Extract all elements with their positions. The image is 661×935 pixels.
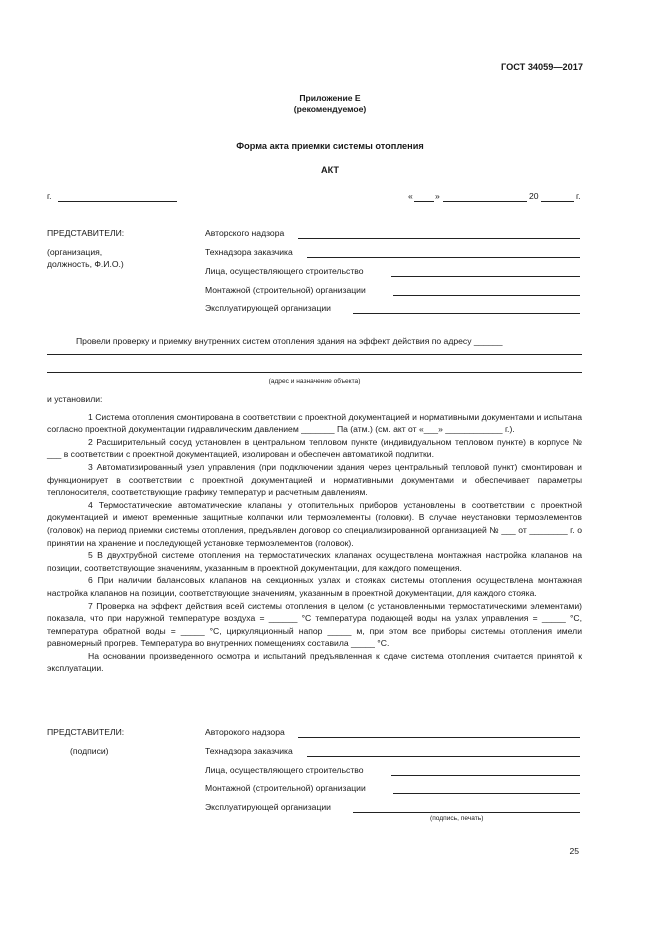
item-2: 2 Расширительный сосуд установлен в центральном тепловом пункте (индивидуальном тепловом пункте) в корпусе № ___ в соответствии с проектной документацией, изолирован и обеспечен автоматикой подпитки.	[47, 436, 582, 460]
date-close-quote: »	[435, 191, 440, 201]
representatives-note-line2: должность, Ф.И.О.)	[47, 259, 124, 269]
role-installation-org: Монтажной (строительной) организации	[205, 285, 366, 295]
date-day-field[interactable]	[414, 201, 434, 202]
item-1: 1 Система отопления смонтирована в соответствии с проектной документацией и нормативными документами и испытана согласно проектной документации гидравлическим давлением _______ Па (атм.) (см. акт от «___» ____________ г.).	[47, 411, 582, 435]
conclusion: На основании произведенного осмотра и испытаний предъявленная к сдаче система отопления считается принятой к эксплуатации.	[47, 650, 582, 674]
item-4: 4 Термостатические автоматические клапаны у отопительных приборов установлены в соответствии с проектной документацией и имеют временные защитные колпачки или термоэлементы (головки). В случае неустановки термоэлементов (головок) на период приемки системы отопления, предъявлен договор со специализированной организацией № ___ от ________ г. о принятии на хранение и последующей установке термоэлементов (головок).	[47, 499, 582, 548]
address-caption: (адрес и назначение объекта)	[268, 378, 361, 385]
role-operating-org: Эксплуатирующей организации	[205, 303, 331, 313]
sign-author-supervision: Авторокого надзора	[205, 727, 285, 737]
inspection-line: Провели проверку и приемку внутренних систем отопления здания на эффект действия по адресу ______	[76, 336, 503, 346]
address-field-2[interactable]	[47, 372, 582, 373]
item-7: 7 Проверка на эффект действия всей системы отопления в целом (с установленными термостатическими элементами) показала, что при наружной температуре воздуха = ______ °С температура подающей воды на узлах управления = _____ °С, температура обратной воды = _____ °С, циркуляционный напор _____ м, при этом все приборы системы отопления имели равномерный прогрев. Температура во внутренних помещениях составила _____ °С.	[47, 600, 582, 649]
signature-caption: (подпись, печать)	[430, 815, 484, 822]
signatures-label: ПРЕДСТАВИТЕЛИ:	[47, 727, 125, 737]
address-field-1[interactable]	[47, 354, 582, 355]
sign-installation-org: Монтажной (строительной) организации	[205, 783, 366, 793]
appendix-subtitle: (рекомендуемое)	[293, 104, 367, 114]
role-installation-org-field[interactable]	[393, 295, 580, 296]
sign-operating-org: Эксплуатирующей организации	[205, 802, 331, 812]
act-title: АКТ	[320, 165, 340, 175]
role-operating-org-field[interactable]	[353, 313, 580, 314]
role-author-supervision-field[interactable]	[298, 238, 580, 239]
date-year-field[interactable]	[541, 201, 574, 202]
role-builder-field[interactable]	[391, 276, 580, 277]
role-customer-supervision: Технадзора заказчика	[205, 247, 293, 257]
sign-builder-field[interactable]	[391, 775, 580, 776]
standard-number: ГОСТ 34059—2017	[501, 62, 583, 72]
item-5: 5 В двухтрубной системе отопления на термостатических клапанах осуществлена монтажная настройка клапанов на позиции, соответствующие значениям, указанным в проектной документации, для каждого помещения.	[47, 550, 582, 573]
sign-installation-org-field[interactable]	[393, 793, 580, 794]
place-prefix: г.	[47, 191, 52, 201]
place-field[interactable]	[58, 201, 177, 202]
form-title: Форма акта приемки системы отопления	[236, 141, 424, 151]
signatures-note: (подписи)	[70, 746, 109, 756]
sign-builder: Лица, осуществляющего строительство	[205, 765, 364, 775]
appendix-title: Приложение Е	[299, 93, 361, 103]
date-month-field[interactable]	[443, 201, 527, 202]
date-year-prefix: 20	[529, 191, 539, 201]
page-number: 25	[569, 846, 579, 856]
role-customer-supervision-field[interactable]	[307, 257, 580, 258]
date-open-quote: «	[408, 191, 413, 201]
role-author-supervision: Авторского надзора	[205, 228, 285, 238]
act-body	[47, 393, 582, 675]
sign-operating-org-field[interactable]	[353, 812, 580, 813]
item-3: 3 Автоматизированный узел управления (при подключении здания через центральный тепловой пункт) смонтирован и функционирует в соответствии с проектной документацией и нормативными документами и обеспечивает параметры теплоносителя, соответствующие графику температур и расчетным давлениям.	[47, 461, 582, 498]
date-year-suffix: г.	[576, 191, 581, 201]
sign-customer-supervision: Технадзора заказчика	[205, 746, 293, 756]
established-label: и установили:	[47, 394, 103, 404]
representatives-note-line1: (организация,	[47, 247, 103, 257]
role-builder: Лица, осуществляющего строительство	[205, 266, 364, 276]
sign-author-supervision-field[interactable]	[298, 737, 580, 738]
item-6: 6 При наличии балансовых клапанов на секционных узлах и стояках системы отопления осуществлена монтажная настройка клапанов на позиции, соответствующие значениям, указанным в проектной документации, для каждого стояка.	[47, 575, 582, 598]
representatives-label: ПРЕДСТАВИТЕЛИ:	[47, 228, 125, 238]
sign-customer-supervision-field[interactable]	[307, 756, 580, 757]
